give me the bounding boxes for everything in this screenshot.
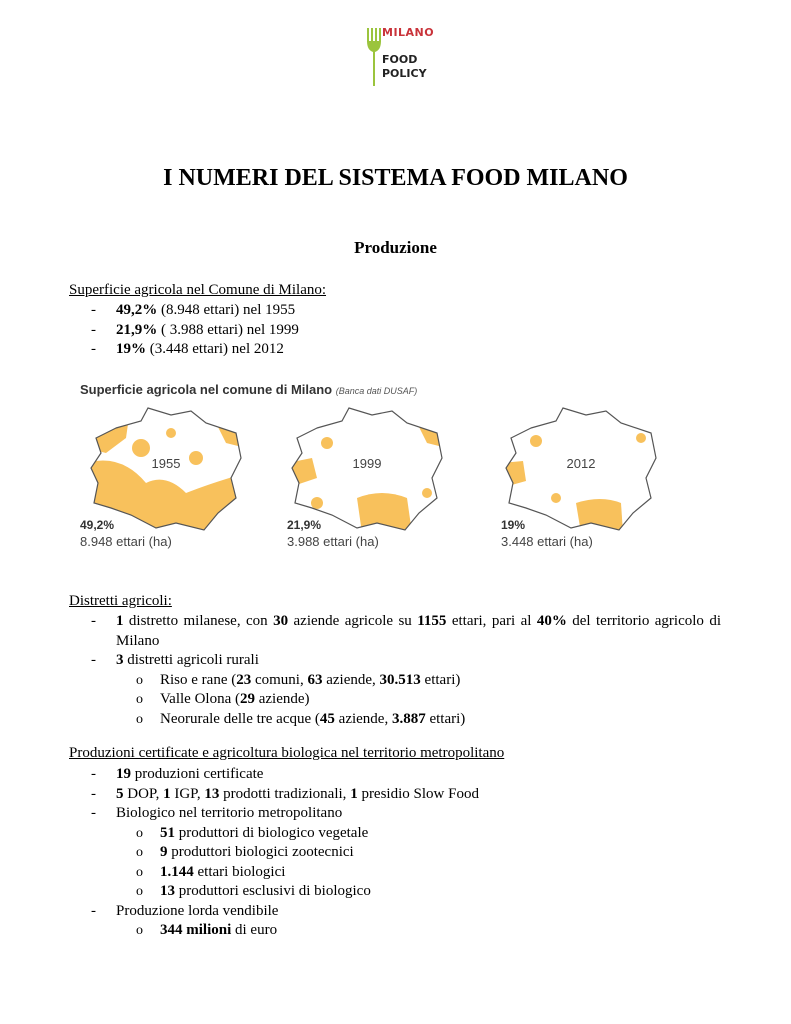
plv-sublist xyxy=(116,921,721,941)
list-item: - 19% (3.448 ettari) nel 2012 xyxy=(91,340,299,360)
list-item: o 51 produttori di biologico vegetale xyxy=(116,824,721,844)
map-year: 1955 xyxy=(151,456,181,471)
list-item: - Produzione lorda vendibile o 344 milioni di euro xyxy=(91,902,721,941)
map-year: 2012 xyxy=(566,456,596,471)
map-ha: 3.448 ettari (ha) xyxy=(501,534,593,549)
figure-title: Superficie agricola nel comune di Milano (Banca dati DUSAF) xyxy=(80,382,418,397)
logo-text-policy: POLICY xyxy=(382,67,427,80)
map-1955 xyxy=(86,403,246,533)
list-item: o Valle Olona (29 aziende) xyxy=(116,690,721,710)
logo-text-milano: MILANO xyxy=(382,26,435,39)
produzioni-list xyxy=(91,765,721,941)
map-ha: 8.948 ettari (ha) xyxy=(80,534,172,549)
map-year: 1999 xyxy=(352,456,382,471)
list-item: - 21,9% ( 3.988 ettari) nel 1999 xyxy=(91,321,299,341)
list-item: - 49,2% (8.948 ettari) nel 1955 xyxy=(91,301,299,321)
list-item: o 13 produttori esclusivi di biologico xyxy=(116,882,721,902)
list-item: o 9 produttori biologici zootecnici xyxy=(116,843,721,863)
map-pct: 49,2% xyxy=(80,518,115,532)
list-item: - 19 produzioni certificate xyxy=(91,765,721,785)
list-item: o Riso e rane (23 comuni, 63 aziende, 30.513 ettari) xyxy=(116,671,721,691)
produzioni-heading: Produzioni certificate e agricoltura biologica nel territorio metropolitano xyxy=(69,745,505,761)
superficie-list xyxy=(91,301,299,360)
section-title-produzione: Produzione xyxy=(354,238,437,257)
logo-text-food: FOOD xyxy=(382,53,418,66)
list-item: o 1.144 ettari biologici xyxy=(116,863,721,883)
map-1999 xyxy=(287,403,447,533)
distretti-heading: Distretti agricoli: xyxy=(69,593,172,609)
distretti-sublist xyxy=(116,671,721,730)
milano-food-policy-logo xyxy=(362,22,434,92)
list-item: - 5 DOP, 1 IGP, 13 prodotti tradizionali, 1 presidio Slow Food xyxy=(91,785,721,805)
superficie-figure xyxy=(69,378,689,563)
page-title: I NUMERI DEL SISTEMA FOOD MILANO xyxy=(163,165,628,191)
map-2012 xyxy=(501,403,661,533)
list-item: - 3 distretti agricoli rurali o Riso e rane (23 comuni, 63 aziende, 30.513 ettari) o Valle Olona (29 aziende) o Neorurale delle tre acque (45 aziende, 3.887 ettari) xyxy=(91,651,721,729)
superficie-heading: Superficie agricola nel Comune di Milano: xyxy=(69,282,327,298)
figure-source: (Banca dati DUSAF) xyxy=(335,386,418,396)
biologico-sublist xyxy=(116,824,721,902)
distretti-list xyxy=(91,612,721,729)
list-item: o 344 milioni di euro xyxy=(116,921,721,941)
list-item: o Neorurale delle tre acque (45 aziende, 3.887 ettari) xyxy=(116,710,721,730)
list-item: - Biologico nel territorio metropolitano o 51 produttori di biologico vegetale o 9 produttori biologici zootecnici o 1.144 ettari biologici o 13 produttori esclusivi di biologico xyxy=(91,804,721,902)
map-pct: 19% xyxy=(501,518,526,532)
map-ha: 3.988 ettari (ha) xyxy=(287,534,379,549)
fork-icon xyxy=(366,28,382,88)
list-item: - 1 distretto milanese, con 30 aziende agricole su 1155 ettari, pari al 40% del territorio agricolo di Milano xyxy=(91,612,721,651)
map-pct: 21,9% xyxy=(287,518,322,532)
